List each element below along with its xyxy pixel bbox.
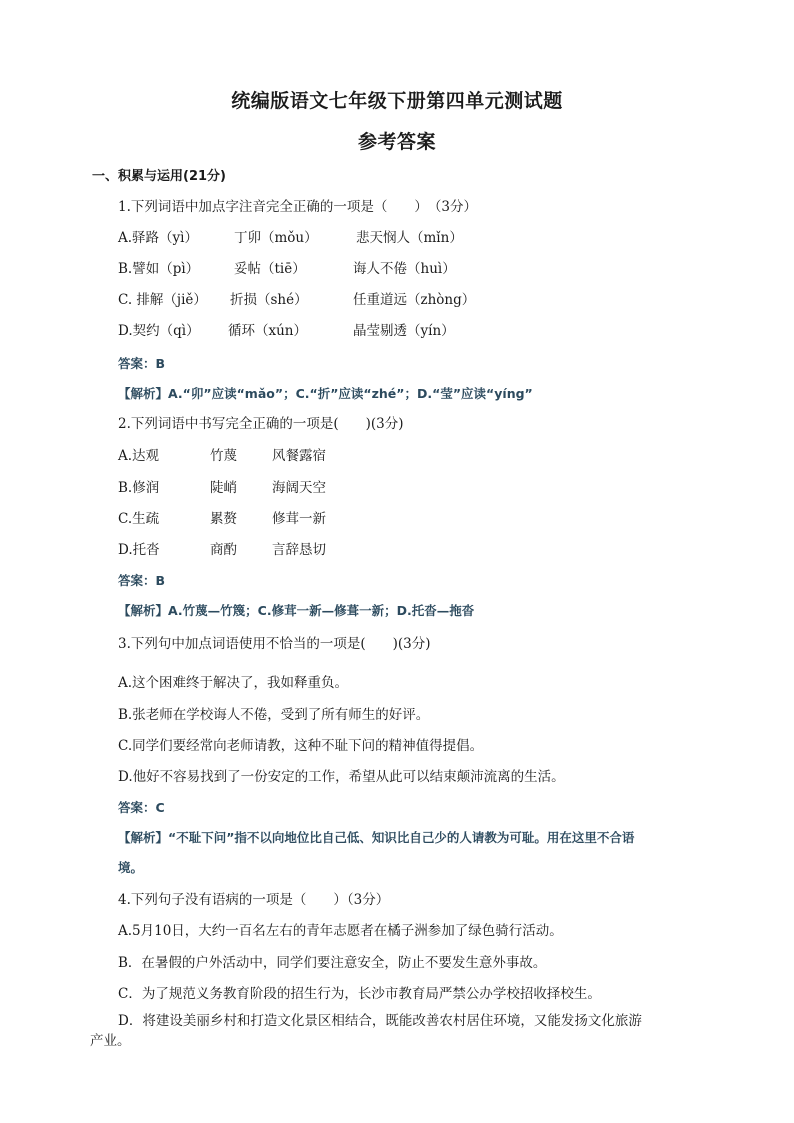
option-word: 折损（shé） xyxy=(230,292,308,308)
option-word: A.达观 xyxy=(118,448,160,464)
option-word: 悲天悯人（mǐn） xyxy=(356,230,463,246)
question-2-stem: 2.下列词语中书写完全正确的一项是( )(3分) xyxy=(118,416,404,432)
question-3-option-d: D.他好不容易找到了一份安定的工作，希望从此可以结束颠沛流离的生活。 xyxy=(118,769,565,785)
question-4-option-a: A.5月10日，大约一百名左右的青年志愿者在橘子洲参加了绿色骑行活动。 xyxy=(118,923,563,939)
option-word: C.生疏 xyxy=(118,511,160,527)
question-2-analysis: 【解析】A.竹蔑—竹篾；C.修茸一新—修葺一新；D.托沓—拖沓 xyxy=(118,603,475,618)
question-3-stem: 3.下列句中加点词语使用不恰当的一项是( )(3分) xyxy=(118,636,431,652)
option-word: 言辞恳切 xyxy=(272,542,326,558)
question-3-answer: 答案：C xyxy=(118,800,165,815)
option-word: 晶莹剔透（yín） xyxy=(353,323,455,339)
question-3-option-c: C.同学们要经常向老师请教，这种不耻下问的精神值得提倡。 xyxy=(118,738,484,754)
section-heading: 一、积累与运用(21分) xyxy=(92,169,226,184)
question-4-option-b: B．在暑假的户外活动中，同学们要注意安全，防止不要发生意外事故。 xyxy=(118,955,547,971)
question-3-analysis: 【解析】“不耻下问”指不以向地位比自己低、知识比自己少的人请教为可耻。用在这里不合语 xyxy=(118,830,635,845)
question-4-option-d: D．将建设美丽乡村和打造文化景区相结合，既能改善农村居住环境，又能发扬文化旅游 xyxy=(118,1013,642,1029)
document-title: 统编版语文七年级下册第四单元测试题 xyxy=(231,90,563,112)
question-1-stem: 1.下列词语中加点字注音完全正确的一项是（ ） （3分） xyxy=(118,199,477,215)
option-word: 丁卯（mǒu） xyxy=(234,230,318,246)
document-subtitle: 参考答案 xyxy=(357,131,436,153)
question-1-answer: 答案：B xyxy=(118,356,166,371)
question-3-analysis-cont: 境。 xyxy=(118,860,144,875)
option-word: 陡峭 xyxy=(210,480,237,496)
option-word: D.契约（qì） xyxy=(118,323,200,339)
option-word: 竹蔑 xyxy=(210,448,237,464)
option-word: A.驿路（yì） xyxy=(118,230,198,246)
question-2-answer: 答案：B xyxy=(118,573,166,588)
option-word: 任重道远（zhòng） xyxy=(353,292,476,308)
question-4-option-c: C．为了规范义务教育阶段的招生行为，长沙市教育局严禁公办学校招收择校生。 xyxy=(118,986,601,1002)
option-word: B.修润 xyxy=(118,480,160,496)
question-4-option-d-cont: 产业。 xyxy=(90,1033,131,1049)
option-word: 累赘 xyxy=(210,511,237,527)
option-word: 海阔天空 xyxy=(272,480,326,496)
option-word: B.譬如（pì） xyxy=(118,261,200,277)
option-word: 风餐露宿 xyxy=(272,448,326,464)
option-word: D.托沓 xyxy=(118,542,160,558)
question-3-option-a: A.这个困难终于解决了，我如释重负。 xyxy=(118,675,349,691)
question-1-analysis: 【解析】A.“卯”应读“mǎo”；C.“折”应读“zhé”；D.“莹”应读“yíng” xyxy=(118,386,533,401)
option-word: 修茸一新 xyxy=(272,511,326,527)
option-word: 循环（xún） xyxy=(228,323,308,339)
question-4-stem: 4.下列句子没有语病的一项是（ ）（3分） xyxy=(118,892,390,908)
option-word: 诲人不倦（huì） xyxy=(353,261,456,277)
option-word: 妥帖（tiē） xyxy=(234,261,306,277)
question-3-option-b: B.张老师在学校诲人不倦，受到了所有师生的好评。 xyxy=(118,707,430,723)
option-word: C. 排解（jiě） xyxy=(118,292,207,308)
option-word: 商酌 xyxy=(210,542,237,558)
